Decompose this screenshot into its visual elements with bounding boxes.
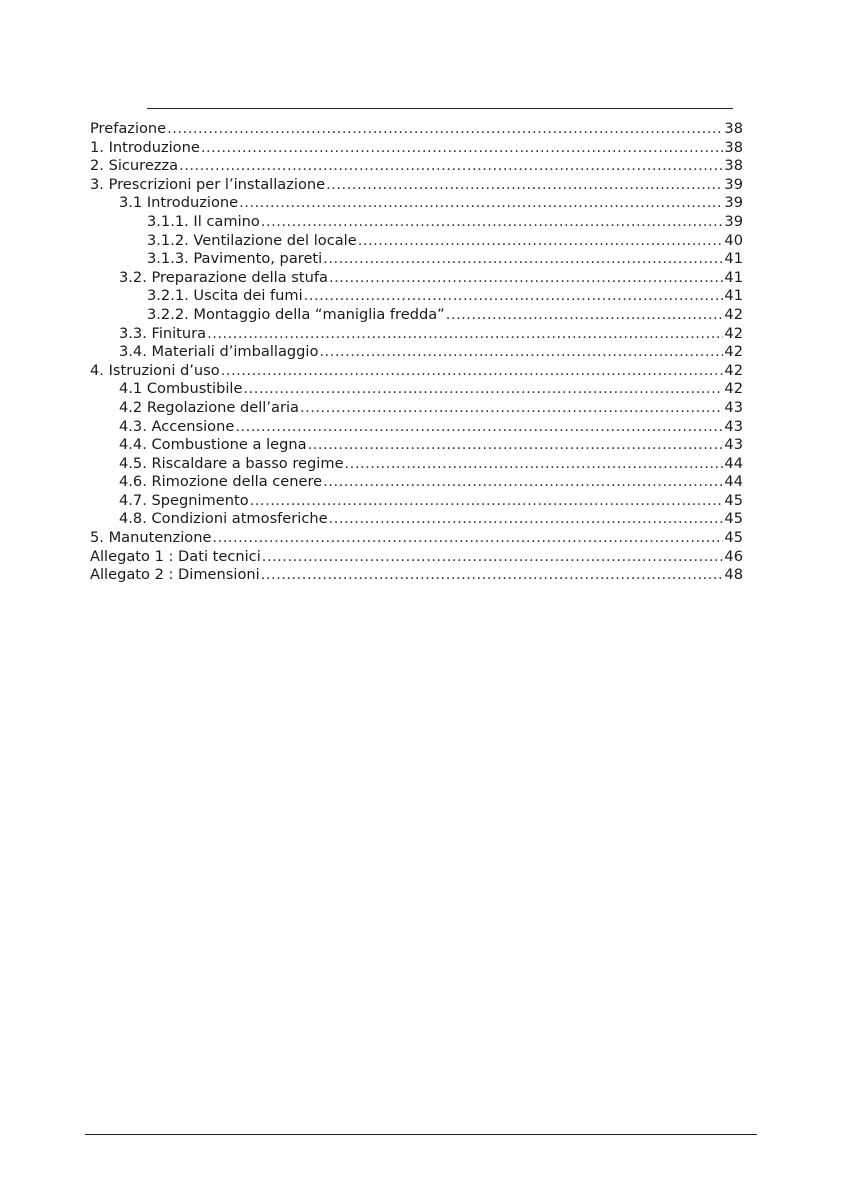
toc-dot-leader xyxy=(345,455,724,474)
toc-dot-leader xyxy=(319,343,723,362)
toc-dot-leader xyxy=(329,510,724,529)
toc-entry-title: 2. Sicurezza xyxy=(90,157,179,175)
toc-entry-title: 4.6. Rimozione della cenere xyxy=(119,473,323,491)
toc-entry[interactable] xyxy=(90,510,743,529)
toc-dot-leader xyxy=(446,306,724,325)
toc-entry-title: 3.1.2. Ventilazione del locale xyxy=(147,231,357,249)
toc-entry[interactable] xyxy=(90,362,743,381)
toc-entry[interactable] xyxy=(90,492,743,511)
toc-entry[interactable] xyxy=(90,306,743,325)
toc-entry-title: 4.7. Spegnimento xyxy=(119,491,249,509)
toc-entry[interactable] xyxy=(90,380,743,399)
table-of-contents xyxy=(90,120,743,585)
toc-entry[interactable] xyxy=(90,418,743,437)
toc-entry-title: 4.3. Accensione xyxy=(119,417,235,435)
toc-entry-page-number: 38 xyxy=(724,157,743,175)
toc-entry-title: 4.2 Regolazione dell’aria xyxy=(119,398,299,416)
toc-entry-page-number: 43 xyxy=(724,436,743,454)
toc-entry[interactable] xyxy=(90,213,743,232)
toc-entry-title: Allegato 1 : Dati tecnici xyxy=(90,547,261,565)
toc-entry-page-number: 42 xyxy=(724,324,743,342)
toc-entry-page-number: 42 xyxy=(724,343,743,361)
toc-entry-page-number: 45 xyxy=(724,491,743,509)
toc-entry-page-number: 38 xyxy=(724,138,743,156)
toc-entry[interactable] xyxy=(90,473,743,492)
toc-dot-leader xyxy=(179,157,723,176)
toc-dot-leader xyxy=(304,287,724,306)
toc-dot-leader xyxy=(262,548,724,567)
toc-dot-leader xyxy=(239,194,723,213)
toc-entry[interactable] xyxy=(90,139,743,158)
toc-entry-title: 3.2.2. Montaggio della “maniglia fredda” xyxy=(147,305,445,323)
toc-dot-leader xyxy=(212,529,723,548)
toc-entry-page-number: 44 xyxy=(724,473,743,491)
toc-entry-page-number: 45 xyxy=(724,510,743,528)
toc-entry-page-number: 39 xyxy=(724,212,743,230)
toc-dot-leader xyxy=(167,120,723,139)
toc-entry-title: 4.4. Combustione a legna xyxy=(119,436,307,454)
toc-entry-title: 4.1 Combustibile xyxy=(119,380,243,398)
toc-entry-page-number: 39 xyxy=(724,194,743,212)
toc-dot-leader xyxy=(300,399,723,418)
toc-entry[interactable] xyxy=(90,287,743,306)
toc-entry[interactable] xyxy=(90,455,743,474)
toc-entry-title: 3.3. Finitura xyxy=(119,324,207,342)
toc-entry[interactable] xyxy=(90,529,743,548)
toc-entry-title: 4.8. Condizioni atmosferiche xyxy=(119,510,328,528)
toc-dot-leader xyxy=(358,232,724,251)
toc-dot-leader xyxy=(235,418,723,437)
toc-entry-title: 3.1 Introduzione xyxy=(119,194,239,212)
toc-entry[interactable] xyxy=(90,120,743,139)
toc-entry-page-number: 42 xyxy=(724,380,743,398)
toc-entry-title: 3.1.1. Il camino xyxy=(147,212,260,230)
toc-entry-title: 3.2. Preparazione della stufa xyxy=(119,268,328,286)
toc-dot-leader xyxy=(323,250,723,269)
toc-dot-leader xyxy=(201,139,724,158)
toc-entry[interactable] xyxy=(90,566,743,585)
toc-entry[interactable] xyxy=(90,250,743,269)
toc-entry-title: 4.5. Riscaldare a basso regime xyxy=(119,454,344,472)
toc-dot-leader xyxy=(323,473,723,492)
header-rule xyxy=(147,108,733,109)
toc-dot-leader xyxy=(207,325,723,344)
toc-dot-leader xyxy=(243,380,723,399)
toc-entry-page-number: 39 xyxy=(724,175,743,193)
toc-entry-title: 3.2.1. Uscita dei fumi xyxy=(147,287,303,305)
toc-entry-page-number: 43 xyxy=(724,398,743,416)
toc-entry-page-number: 46 xyxy=(724,547,743,565)
toc-dot-leader xyxy=(250,492,724,511)
toc-entry[interactable] xyxy=(90,194,743,213)
toc-entry-title: 3. Prescrizioni per l’installazione xyxy=(90,175,326,193)
toc-entry-page-number: 40 xyxy=(724,231,743,249)
toc-entry[interactable] xyxy=(90,548,743,567)
toc-entry[interactable] xyxy=(90,399,743,418)
toc-entry-page-number: 42 xyxy=(724,305,743,323)
toc-entry-page-number: 44 xyxy=(724,454,743,472)
toc-dot-leader xyxy=(308,436,724,455)
toc-entry-title: Prefazione xyxy=(90,120,167,137)
toc-entry-page-number: 42 xyxy=(724,361,743,379)
toc-entry[interactable] xyxy=(90,325,743,344)
toc-dot-leader xyxy=(326,176,723,195)
toc-entry[interactable] xyxy=(90,269,743,288)
toc-entry-title: 5. Manutenzione xyxy=(90,529,212,547)
toc-dot-leader xyxy=(261,566,724,585)
toc-entry-title: 1. Introduzione xyxy=(90,138,200,156)
toc-entry-page-number: 41 xyxy=(724,268,743,286)
toc-dot-leader xyxy=(329,269,723,288)
toc-entry-page-number: 45 xyxy=(724,529,743,547)
toc-entry-title: Allegato 2 : Dimensioni xyxy=(90,566,260,584)
toc-entry[interactable] xyxy=(90,343,743,362)
toc-entry-page-number: 48 xyxy=(724,566,743,584)
toc-entry-page-number: 43 xyxy=(724,417,743,435)
toc-entry-page-number: 41 xyxy=(724,250,743,268)
toc-entry-title: 4. Istruzioni d’uso xyxy=(90,361,220,379)
toc-entry-page-number: 41 xyxy=(724,287,743,305)
toc-entry-page-number: 38 xyxy=(724,120,743,137)
toc-entry[interactable] xyxy=(90,157,743,176)
toc-dot-leader xyxy=(261,213,724,232)
toc-entry-title: 3.1.3. Pavimento, pareti xyxy=(147,250,323,268)
toc-entry[interactable] xyxy=(90,176,743,195)
toc-entry[interactable] xyxy=(90,436,743,455)
footer-rule xyxy=(85,1134,757,1135)
toc-entry-title: 3.4. Materiali d’imballaggio xyxy=(119,343,319,361)
toc-entry[interactable] xyxy=(90,232,743,251)
toc-dot-leader xyxy=(221,362,724,381)
